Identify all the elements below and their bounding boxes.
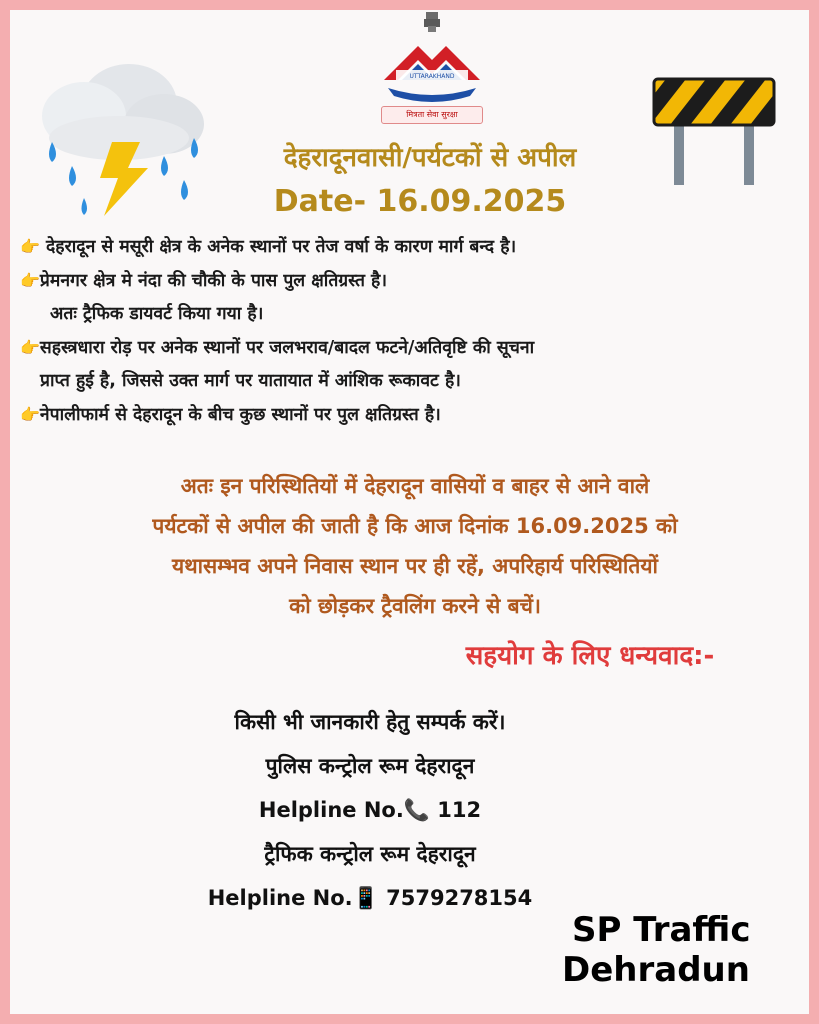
emblem-motto: मित्रता सेवा सुरक्षा — [381, 106, 483, 124]
signature — [562, 910, 802, 990]
appeal-paragraph — [50, 466, 780, 626]
appeal-line: पर्यटकों से अपील की जाती है कि आज दिनांक 16.09.2025 को — [152, 514, 678, 538]
svg-text:UTTARAKHAND: UTTARAKHAND — [409, 73, 455, 80]
advisory-list — [20, 230, 800, 432]
mobile-phone-icon: 📱 — [352, 886, 379, 910]
appeal-line: यथासम्भव अपने निवास स्थान पर ही रहें, अपरिहार्य परिस्थितियों — [172, 554, 658, 578]
thanks-text: सहयोग के लिए धन्यवाद:- — [465, 641, 715, 671]
helpline-number: 7579278154 — [386, 886, 533, 910]
list-item: 👉प्रेमनगर क्षेत्र मे नंदा की चौकी के पास पुल क्षतिग्रस्त है। — [20, 271, 387, 291]
list-item-continued: अतः ट्रैफिक डायवर्ट किया गया है। — [50, 304, 264, 324]
appeal-line: अतः इन परिस्थितियों में देहरादून वासियों व बाहर से आने वाले — [180, 474, 650, 498]
pointing-hand-icon: 👉 — [20, 338, 40, 357]
appeal-line: को छोड़कर ट्रैवलिंग करने से बचें। — [289, 594, 541, 618]
police-control-room: पुलिस कन्ट्रोल रूम देहरादून — [265, 754, 475, 778]
helpline-number: 112 — [437, 798, 482, 822]
signature-line1: SP Traffic — [572, 910, 751, 950]
list-item: 👉नेपालीफार्म से देहरादून के बीच कुछ स्थानों पर पुल क्षतिग्रस्त है। — [20, 405, 441, 425]
helpline-police: Helpline No.📞 112 — [258, 798, 482, 822]
contact-intro: किसी भी जानकारी हेतु सम्पर्क करें। — [234, 710, 506, 734]
road-barrier-icon — [650, 75, 778, 190]
page-title: देहरादूनवासी/पर्यटकों से अपील — [283, 143, 577, 173]
helpline-traffic: Helpline No.📱 7579278154 — [207, 886, 533, 910]
list-item-continued: प्राप्त हुई है, जिससे उक्त मार्ग पर यातायात में आंशिक रूकावट है। — [40, 371, 461, 391]
contact-block — [160, 700, 580, 920]
storm-cloud-icon — [24, 46, 214, 226]
pointing-hand-icon: 👉 — [20, 271, 40, 290]
pointing-hand-icon: 👉 — [20, 237, 40, 256]
telephone-icon: 📞 — [403, 798, 430, 822]
poster — [10, 10, 809, 1014]
traffic-control-room: ट्रैफिक कन्ट्रोल रूम देहरादून — [264, 842, 476, 866]
list-item: 👉सहस्त्रधारा रोड़ पर अनेक स्थानों पर जलभराव/बादल फटने/अतिवृष्टि की सूचना — [20, 338, 535, 358]
pointing-hand-icon: 👉 — [20, 405, 40, 424]
notice-date: Date- 16.09.2025 — [273, 184, 567, 219]
list-item: 👉 देहरादून से मसूरी क्षेत्र के अनेक स्थानों पर तेज वर्षा के कारण मार्ग बन्द है। — [20, 237, 517, 257]
signature-line2: Dehradun — [562, 950, 750, 990]
